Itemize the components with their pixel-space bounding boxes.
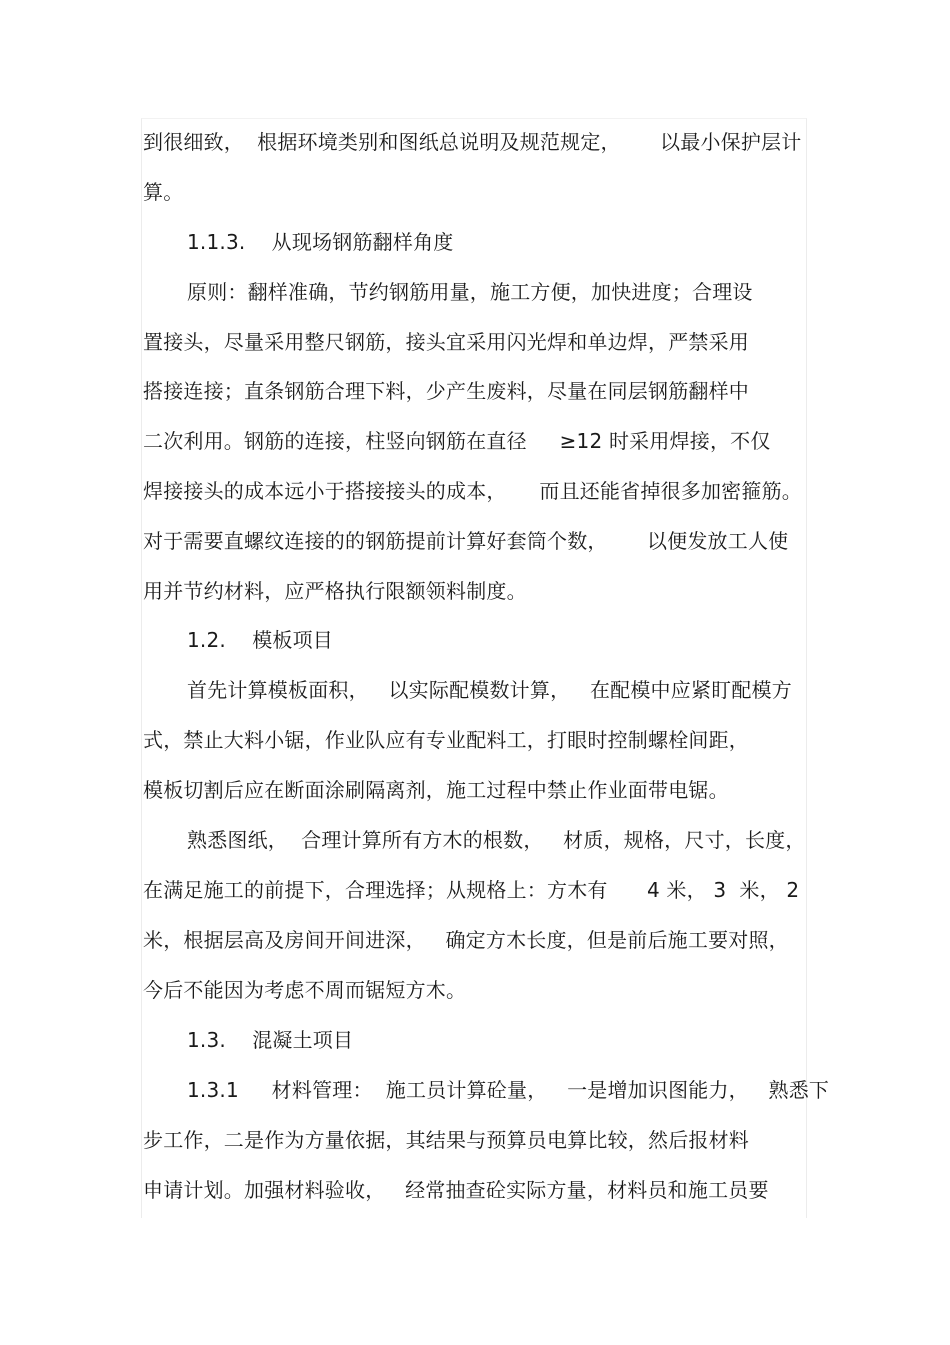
text-line: 米，根据层高及房间开间进深， 确定方木长度，但是前后施工要对照， [143, 928, 789, 952]
text-line: 熟悉图纸， 合理计算所有方木的根数， 材质，规格，尺寸，长度， [187, 828, 806, 852]
text-line: 搭接连接；直条钢筋合理下料，少产生废料，尽量在同层钢筋翻样中 [143, 379, 749, 403]
text-line: 二次利用。钢筋的连接，柱竖向钢筋在直径 ≥12 时采用焊接，不仅 [143, 429, 771, 453]
text-line: 式，禁止大料小锯，作业队应有专业配料工，打眼时控制螺栓间距， [143, 728, 749, 752]
text-line: 模板切割后应在断面涂刷隔离剂，施工过程中禁止作业面带电锯。 [143, 778, 729, 802]
text-line: 首先计算模板面积， 以实际配模数计算， 在配模中应紧盯配模方 [187, 678, 792, 702]
section-heading: 1.3. 混凝土项目 [187, 1028, 354, 1052]
text-line: 原则：翻样准确，节约钢筋用量，施工方便，加快进度；合理设 [187, 280, 753, 304]
text-line: 1.3.1 材料管理： 施工员计算砼量， 一是增加识图能力， 熟悉下 [187, 1078, 830, 1102]
text-line: 申请计划。加强材料验收， 经常抽查砼实际方量，材料员和施工员要 [143, 1178, 769, 1202]
text-line: 算。 [143, 180, 184, 204]
text-line: 置接头，尽量采用整尺钢筋，接头宜采用闪光焊和单边焊，严禁采用 [143, 330, 749, 354]
text-line: 步工作，二是作为方量依据，其结果与预算员电算比较，然后报材料 [143, 1128, 749, 1152]
text-line: 用并节约材料，应严格执行限额领料制度。 [143, 579, 527, 603]
text-line: 在满足施工的前提下，合理选择；从规格上：方木有 4 米， 3 米， 2 [143, 878, 800, 902]
text-line: 对于需要直螺纹连接的的钢筋提前计算好套筒个数， 以便发放工人使 [143, 529, 789, 553]
section-heading: 1.2. 模板项目 [187, 628, 333, 652]
text-line: 今后不能因为考虑不周而锯短方木。 [143, 978, 467, 1002]
text-line: 焊接接头的成本远小于搭接接头的成本， 而且还能省掉很多加密箍筋。 [143, 479, 802, 503]
section-heading: 1.1.3. 从现场钢筋翻样角度 [187, 230, 454, 254]
text-line: 到很细致， 根据环境类别和图纸总说明及规范规定， 以最小保护层计 [143, 130, 802, 154]
